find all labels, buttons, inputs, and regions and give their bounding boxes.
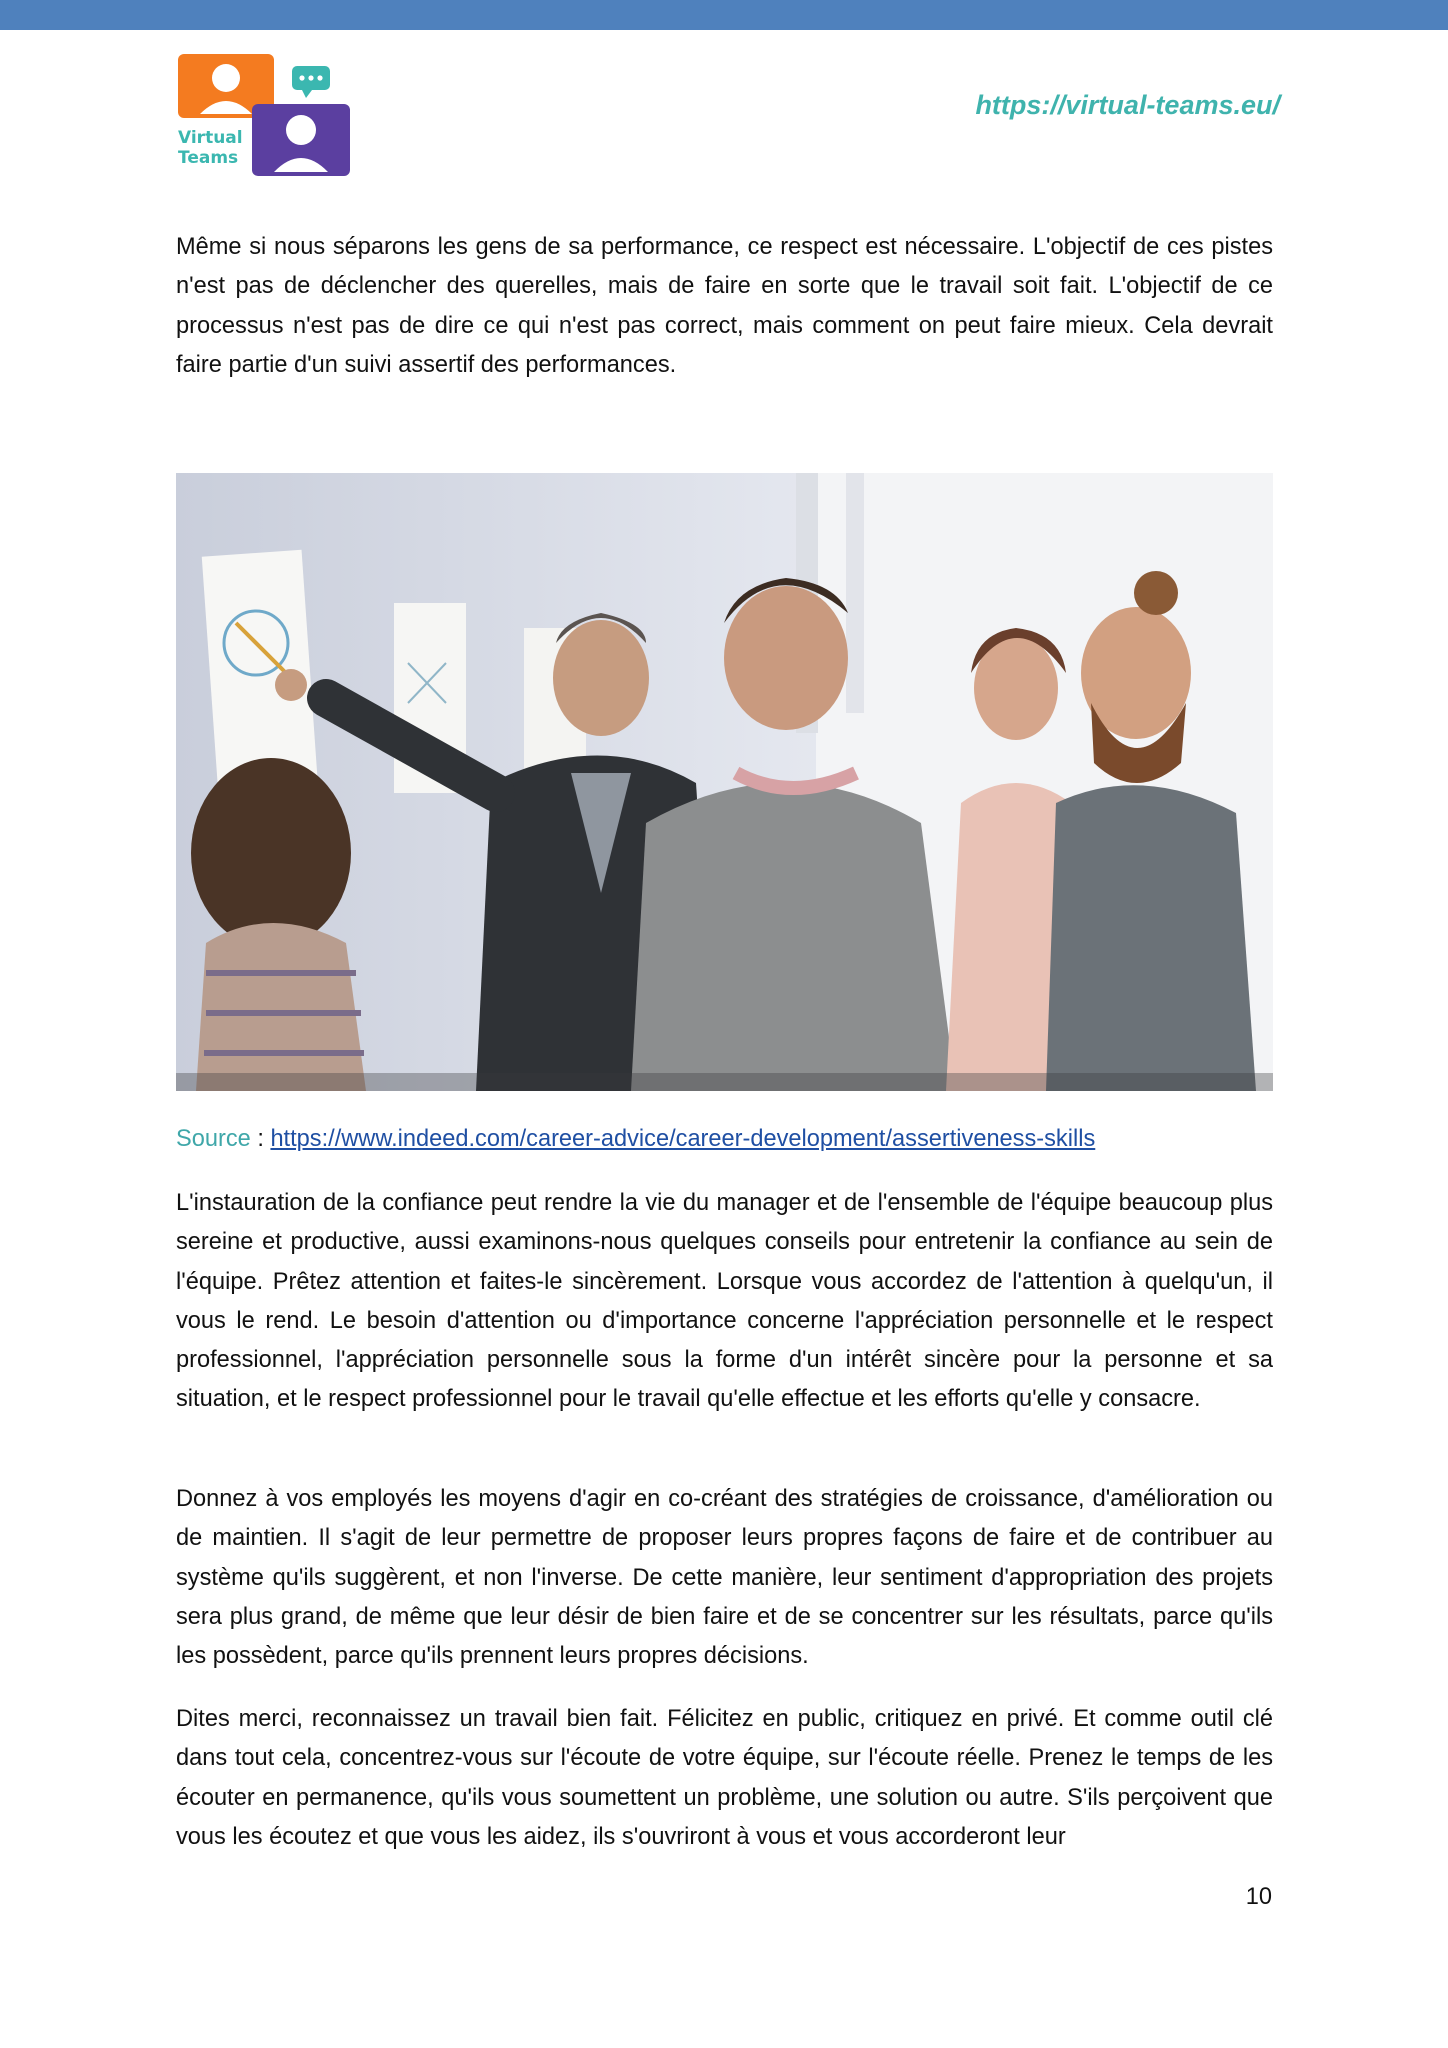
image-source-line <box>176 1122 1095 1156</box>
body-paragraph-1-block <box>176 1184 1273 1420</box>
intro-paragraph-block <box>176 228 1273 385</box>
logo-text-line2: Teams <box>178 148 239 168</box>
body-paragraph-2-block <box>176 1480 1273 1676</box>
top-color-bar <box>0 0 1448 30</box>
team-meeting-illustration-icon <box>176 473 1273 1091</box>
intro-paragraph: Même si nous séparons les gens de sa performance, ce respect est nécessaire. L'objectif de ces pistes n'est pas de déclencher des querelles, mais de faire en sorte que le travail soit fait. L'objectif de ce processus n'est pas de dire ce qui n'est pas correct, mais comment on peut faire mieux. Cela devrait faire partie d'un suivi assertif des performances. <box>176 234 1273 378</box>
virtual-teams-logo <box>176 52 356 180</box>
body-paragraph-1: L'instauration de la confiance peut rendre la vie du manager et de l'ensemble de l'équipe beaucoup plus sereine et productive, aussi examinons-nous quelques conseils pour entretenir la confiance au sein de l'équipe. Prêtez attention et faites-le sincèrement. Lorsque vous accordez de l'attention à quelqu'un, il vous le rend. Le besoin d'attention ou d'importance concerne l'appréciation personnelle et le respect professionnel, l'appréciation personnelle sous la forme d'un intérêt sincère pour la personne et sa situation, et le respect professionnel pour le travail qu'elle effectue et les efforts qu'elle y consacre. <box>176 1190 1273 1413</box>
source-separator: : <box>250 1126 271 1152</box>
body-paragraph-2: Donnez à vos employés les moyens d'agir en co-créant des stratégies de croissance, d'amélioration ou de maintien. Il s'agit de leur permettre de proposer leurs propres façons de faire et de contribuer au système qu'ils suggèrent, et non l'inverse. De cette manière, leur sentiment d'appropriation des projets sera plus grand, de même que leur désir de bien faire et de se concentrer sur les résultats, parce qu'ils les possèdent, parce qu'ils prennent leurs propres décisions. <box>176 1486 1273 1670</box>
source-label: Source <box>176 1126 251 1152</box>
header-site-url[interactable]: https://virtual-teams.eu/ <box>975 90 1280 120</box>
source-link[interactable]: https://www.indeed.com/career-advice/career-development/assertiveness-skills <box>270 1126 1096 1152</box>
body-paragraph-3-block <box>176 1700 1273 1857</box>
body-paragraph-3: Dites merci, reconnaissez un travail bien fait. Félicitez en public, critiquez en privé. Et comme outil clé dans tout cela, concentrez-vous sur l'écoute de votre équipe, sur l'écoute réelle. Prenez le temps de les écouter en permanence, qu'ils vous soumettent un problème, une solution ou autre. S'ils perçoivent que vous les écoutez et que vous les aidez, ils s'ouvriront à vous et vous accorderont leur <box>176 1706 1273 1850</box>
logo-text-line1: Virtual <box>178 128 243 148</box>
page-number: 10 <box>1245 1884 1272 1910</box>
team-meeting-photo <box>176 473 1273 1091</box>
